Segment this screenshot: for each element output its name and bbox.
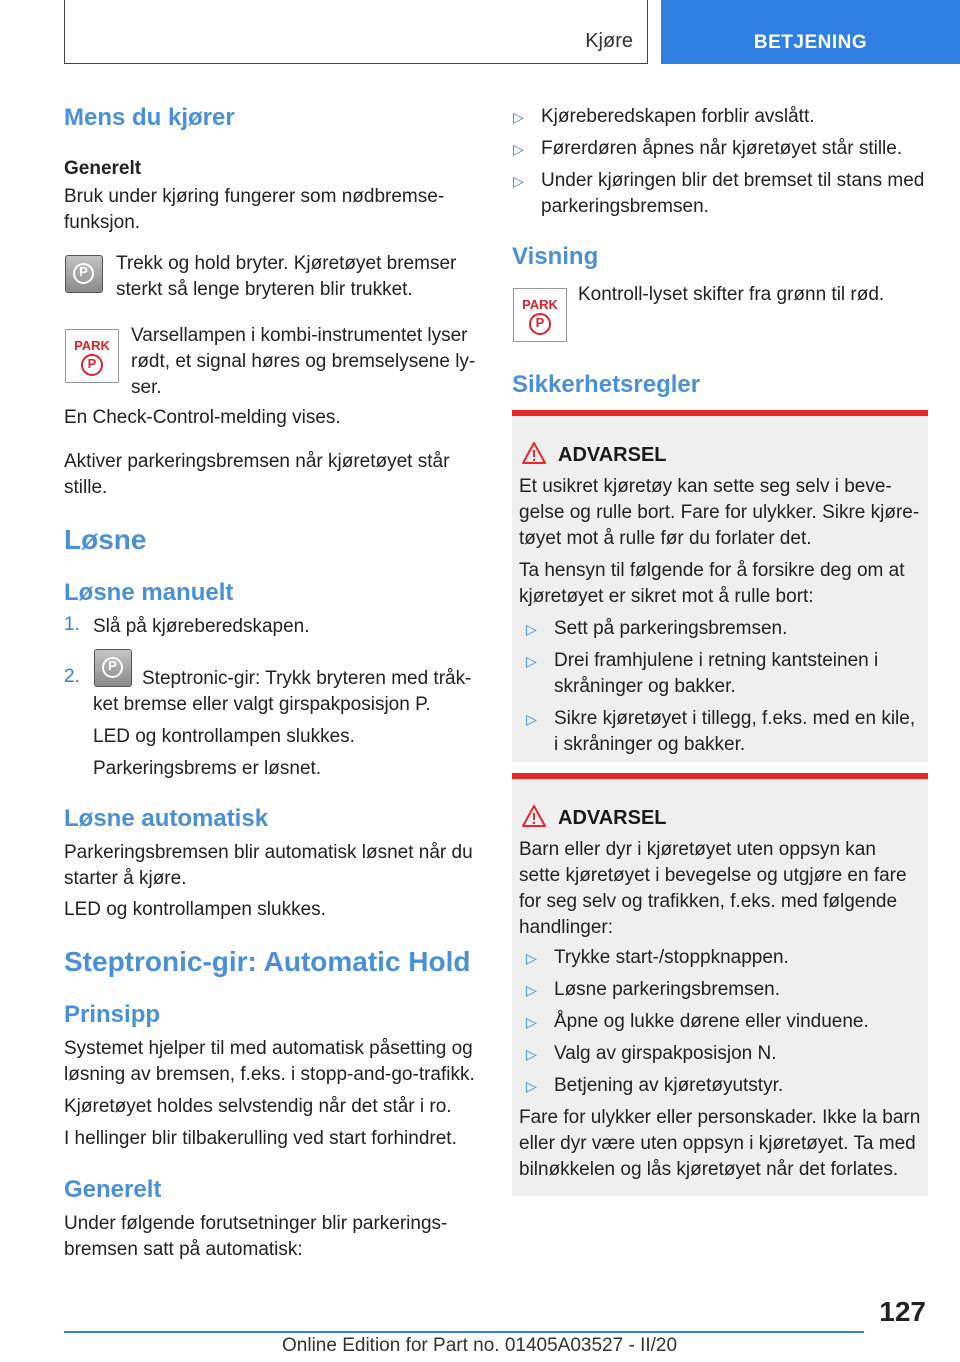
step-text: Steptronic-gir: Trykk bryteren med tråk- (142, 668, 472, 689)
bullet-icon: ▷ (526, 950, 537, 966)
heading-losne: Løsne (64, 524, 147, 555)
paragraph: Parkeringsbremsen blir automatisk løsnet når du starter å kjøre. (64, 842, 473, 889)
list-item: Åpne og lukke dørene eller vinduene. (554, 1011, 869, 1032)
warning-triangle-icon (522, 442, 546, 464)
list-item: Drei framhjulene i retning kantsteinen i skråninger og bakker. (554, 650, 879, 697)
paragraph: En Check-Control-melding vises. (64, 407, 341, 428)
heading-sikkerhetsregler: Sikkerhetsregler (512, 371, 701, 398)
bullet-icon: ▷ (526, 621, 537, 637)
park-warning-icon: PARK P (65, 329, 119, 383)
bullet-icon: ▷ (513, 173, 524, 189)
paragraph: Trekk og hold bryter. Kjøretøyet bremser sterkt så lenge bryteren blir trukket. (116, 253, 457, 300)
heading-losne-manuelt: Løsne manuelt (64, 579, 234, 606)
warning-box (512, 773, 928, 1196)
bullet-icon: ▷ (526, 1014, 537, 1030)
heading-visning: Visning (512, 243, 599, 270)
list-item: Valg av girspakposisjon N. (554, 1043, 777, 1064)
paragraph: Aktiver parkeringsbremsen når kjøretøyet står stille. (64, 451, 450, 498)
header-section-box (64, 0, 648, 64)
list-item: Førerdøren åpnes når kjøretøyet står stille. (541, 138, 903, 159)
parking-brake-switch-icon (65, 255, 103, 293)
paragraph: Systemet hjelper til med automatisk påsetting og løsning av bremsen, f.eks. i stopp-and-go-trafikk. (64, 1038, 475, 1085)
paragraph: Kjøretøyet holdes selvstendig når det står i ro. (64, 1096, 452, 1117)
step-text: ket bremse eller valgt girspakposisjon P. (93, 694, 431, 715)
bullet-icon: ▷ (526, 653, 537, 669)
list-item: Under kjøringen blir det bremset til stans med parkeringsbremsen. (541, 170, 925, 217)
list-item: Betjening av kjøretøyutstyr. (554, 1075, 784, 1096)
heading-generelt: Generelt (64, 1176, 162, 1203)
warning-text: Et usikret kjøretøy kan sette seg selv i beve- gelse og rulle bort. Fare for ulykker. Sikre kjøre- tøyet mot å rulle før du forlater det. (519, 476, 920, 549)
heading-steptronic: Steptronic-gir: Automatic Hold (64, 946, 471, 977)
paragraph: LED og kontrollampen slukkes. (64, 899, 326, 920)
warning-triangle-icon (522, 805, 546, 827)
step-text: LED og kontrollampen slukkes. (93, 726, 355, 747)
warning-text: Fare for ulykker eller personskader. Ikke la barn eller dyr være uten oppsyn i kjøretøyet. Ta med bilnøkkelen og lås kjøretøyet når det forlates. (519, 1107, 921, 1180)
step-number: 1. (64, 614, 80, 635)
step-number: 2. (64, 666, 80, 687)
footer-divider (64, 1331, 864, 1333)
warning-title: ADVARSEL (558, 807, 667, 829)
bullet-icon: ▷ (526, 982, 537, 998)
paragraph: Under følgende forutsetninger blir parkerings- bremsen satt på automatisk: (64, 1213, 448, 1260)
header-section-title: Kjøre (585, 30, 633, 52)
list-item: Trykke start-/stoppknappen. (554, 947, 789, 968)
warning-text: Barn eller dyr i kjøretøyet uten oppsyn kan sette kjøretøyet i bevegelse og utgjøre en fare for seg selv og trafikken, f.eks. med følgende handlinger: (519, 839, 907, 938)
step-text: Parkeringsbrems er løsnet. (93, 758, 322, 779)
list-item: Kjøreberedskapen forblir avslått. (541, 106, 815, 127)
warning-box (512, 410, 928, 762)
bullet-icon: ▷ (526, 711, 537, 727)
bullet-icon: ▷ (513, 109, 524, 125)
paragraph: Bruk under kjøring fungerer som nødbremse- funksjon. (64, 186, 445, 233)
park-indicator-icon: PARK P (513, 288, 567, 342)
heading-mens-du-kjorer: Mens du kjører (64, 104, 235, 131)
paragraph: I hellinger blir tilbakerulling ved start forhindret. (64, 1128, 457, 1149)
list-item: Løsne parkeringsbremsen. (554, 979, 780, 1000)
list-item: Sett på parkeringsbremsen. (554, 618, 788, 639)
bullet-icon: ▷ (513, 141, 524, 157)
step-text: Slå på kjøreberedskapen. (93, 616, 310, 637)
bullet-icon: ▷ (526, 1046, 537, 1062)
warning-text: Ta hensyn til følgende for å forsikre deg om at kjøretøyet er sikret mot å rulle bort: (519, 560, 905, 607)
paragraph: Varsellampen i kombi-instrumentet lyser rødt, et signal høres og bremselysene ly- ser. (131, 325, 476, 398)
parking-brake-switch-icon (94, 649, 132, 687)
warning-title: ADVARSEL (558, 444, 667, 466)
bullet-icon: ▷ (526, 1078, 537, 1094)
footer-edition: Online Edition for Part no. 01405A03527 - II/20 (282, 1335, 678, 1356)
list-item: Sikre kjøretøyet i tillegg, f.eks. med en kile, i skråninger og bakker. (554, 708, 916, 755)
paragraph: Kontroll-lyset skifter fra grønn til rød. (578, 284, 885, 305)
header-tab-label: BETJENING (753, 32, 868, 53)
page-number: 127 (879, 1296, 926, 1327)
subheading-generelt: Generelt (64, 158, 142, 179)
heading-prinsipp: Prinsipp (64, 1001, 161, 1028)
header-tab[interactable] (661, 0, 960, 64)
heading-losne-automatisk: Løsne automatisk (64, 805, 269, 832)
